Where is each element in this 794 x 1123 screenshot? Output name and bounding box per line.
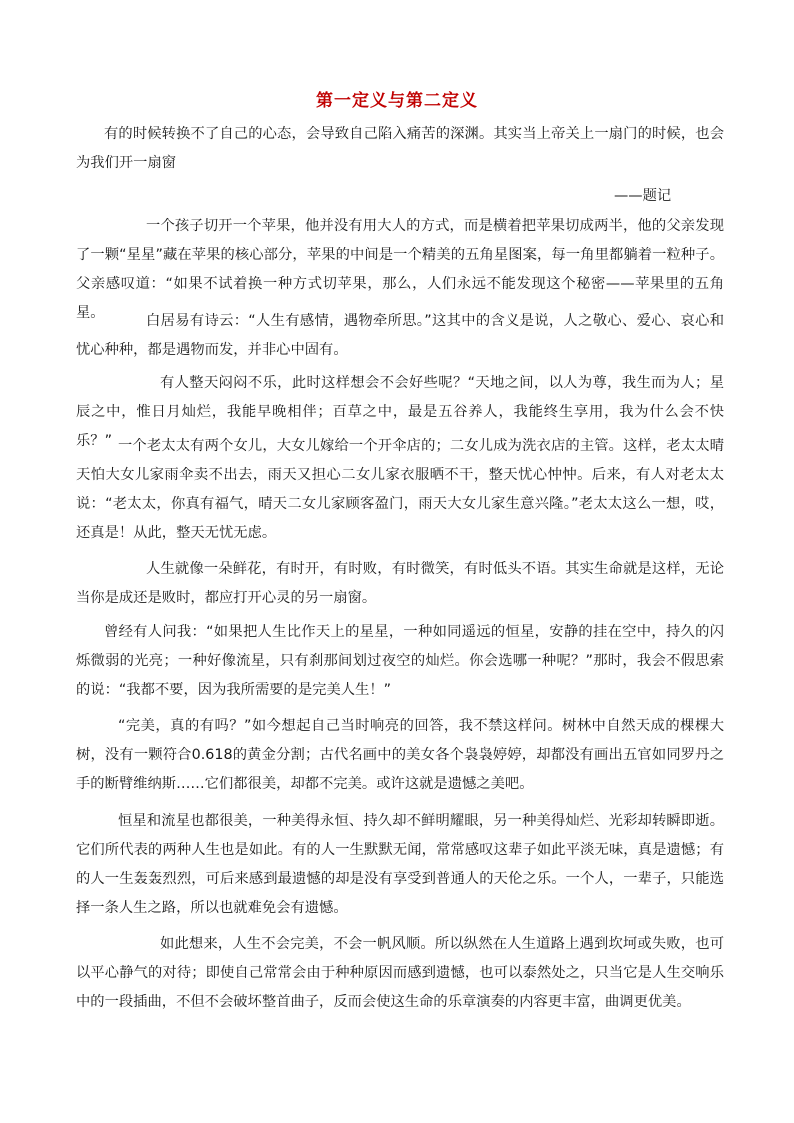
page-title: 第一定义与第二定义 xyxy=(316,91,478,111)
paragraph-old-lady: 一个老太太有两个女儿，大女儿嫁给一个开伞店的；二女儿成为洗衣店的主管。这样，老太太晴天怕大女儿家雨伞卖不出去，雨天又担心二女儿家衣服晒不干，整天忧心忡忡。后来，有人对老太太说：“老太太，你真有福气，晴天二女儿家顾客盈门，雨天大女儿家生意兴隆。”老太太这么一想，哎，还真是！从此，整天无忧无虑。 xyxy=(76,438,724,541)
paragraph-apple: 一个孩子切开一个苹果，他并没有用大人的方式，而是横着把苹果切成两半，他的父亲发现了一颗“星星”藏在苹果的核心部分，苹果的中间是一个精美的五角星图案，每一角里都躺着一粒种子。父亲感叹道：“如果不试着换一种方式切苹果，那么，人们永远不能发现这个秘密——苹果里的五角星。 xyxy=(76,218,724,321)
paragraph-flower: 人生就像一朵鲜花，有时开，有时败，有时微笑，有时低头不语。其实生命就是这样，无论当你是成还是败时，都应打开心灵的另一扇窗。 xyxy=(76,561,724,606)
paragraph-perfection: “完美，真的有吗？”如今想起自己当时响亮的回答，我不禁这样问。树林中自然天成的棵棵大树，没有一颗符合0.618的黄金分割；古代名画中的美女各个袅袅婷婷，却都没有画出五官如同罗丹之手的断臂维纳斯……它们都很美，却都不完美。或许这就是遗憾之美吧。 xyxy=(76,718,724,792)
paragraph-two-lives: 恒星和流星也都很美，一种美得永恒、持久却不鲜明耀眼，另一种美得灿烂、光彩却转瞬即逝。它们所代表的两种人生也是如此。有的人一生默默无闻，常常感叹这辈子如此平淡无味，真是遗憾；有的人一生轰轰烈烈，可后来感到最遗憾的却是没有享受到普通人的天伦之乐。一个人，一辈子，只能选择一条人生之路，所以也就难免会有遗憾。 xyxy=(76,813,724,916)
paragraph-stars-question: 曾经有人问我：“如果把人生比作天上的星星，一种如同遥远的恒星，安静的挂在空中，持久的闪烁微弱的光亮；一种好像流星，只有刹那间划过夜空的灿烂。你会选哪一种呢？”那时，我会不假思索的说：“我都不要，因为我所需要的是完美人生！” xyxy=(76,624,724,698)
paragraph-unhappy: 有人整天闷闷不乐，此时这样想会不会好些呢？“天地之间，以人为尊，我生而为人；星辰之中，惟日月灿烂，我能早晚相伴；百草之中，最是五谷养人，我能终生享用，我为什么会不快乐？” xyxy=(76,375,724,449)
paragraph-conclusion: 如此想来，人生不会完美，不会一帆风顺。所以纵然在人生道路上遇到坎坷或失败，也可以平心静气的对待；即使自己常常会由于种种原因而感到遗憾，也可以泰然处之，只当它是人生交响乐中的一段插曲，不但不会破坏整首曲子，反而会使这生命的乐章演奏的内容更丰富，曲调更优美。 xyxy=(76,936,724,1010)
epigraph-source: ——题记 xyxy=(614,188,672,204)
epigraph: 有的时候转换不了自己的心态，会导致自己陷入痛苦的深渊。其实当上帝关上一扇门的时候，也会为我们开一扇窗 xyxy=(76,126,724,171)
paragraph-bai-juyi: 白居易有诗云：“人生有感情，遇物牵所思。”这其中的含义是说，人之敬心、爱心、哀心和忧心种种，都是遇物而发，并非心中固有。 xyxy=(76,313,724,358)
